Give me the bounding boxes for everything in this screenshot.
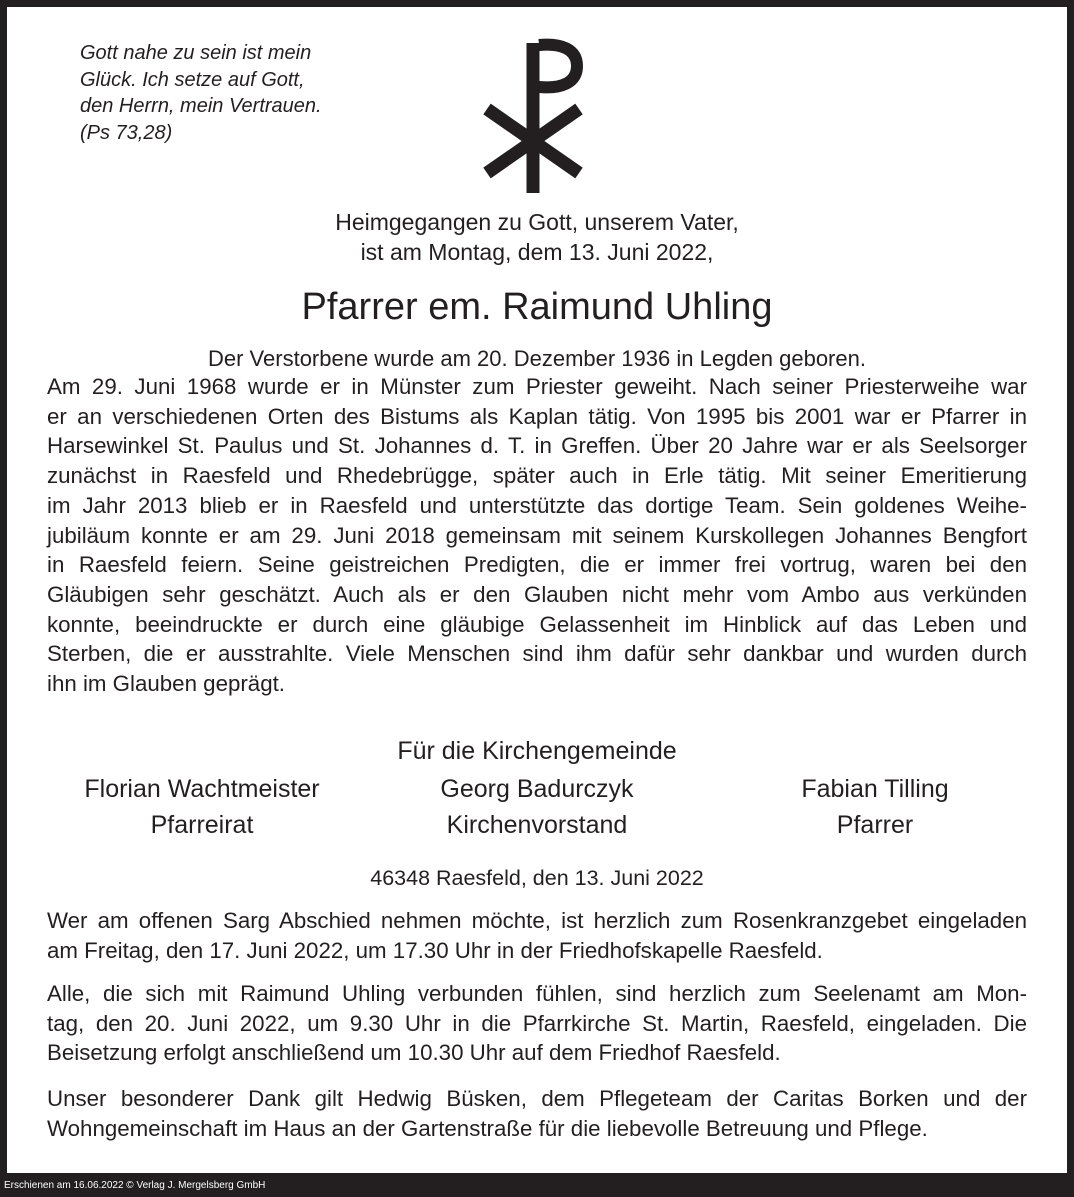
intro-text: [7, 207, 1067, 267]
signatories-heading: Für die Kirchengemeinde: [397, 737, 677, 765]
biography-line: konnte, beeindruckte er durch eine gläubige Gelassenheit im Hinblick auf das Leben und: [47, 611, 1027, 637]
biography-line: Am 29. Juni 1968 wurde er in Münster zum Priester geweiht. Nach seiner Priesterweihe war: [47, 374, 1027, 399]
signatory-role: Kirchenvorstand: [446, 811, 628, 839]
biography-line: er an verschiedenen Orten des Bistums als Kaplan tätig. Von 1995 bis 2001 war er Pfarrer in: [47, 403, 1027, 429]
chi-rho-icon: [477, 37, 589, 197]
notice-line: Unser besonderer Dank gilt Hedwig Büsken, dem Pflegeteam der Caritas Borken und der: [47, 1086, 1027, 1111]
biography: [47, 372, 1027, 699]
obituary-notice: [7, 7, 1067, 1173]
deceased-name: Pfarrer em. Raimund Uhling: [301, 286, 773, 328]
signatory-role: Pfarrer: [836, 811, 914, 839]
rosary-notice: [47, 906, 1027, 965]
intro-line: Heimgegangen zu Gott, unserem Vater,: [335, 209, 739, 235]
biography-line: Sterben, die er ausstrahlte. Viele Menschen sind ihm dafür sehr dankbar und wurden durch: [47, 641, 1027, 667]
thanks-notice: [47, 1084, 1027, 1143]
notice-line: Alle, die sich mit Raimund Uhling verbunden fühlen, sind herzlich zum Seelenamt am Mon-: [47, 981, 1027, 1006]
biography-line: im Jahr 2013 blieb er in Raesfeld und unterstützte das dortige Team. Sein goldenes Weihe-: [47, 492, 1027, 518]
biography-line: Gläubigen sehr geschätzt. Auch als er den Glauben nicht mehr vom Ambo aus verkünden: [47, 581, 1027, 607]
place-date: 46348 Raesfeld, den 13. Juni 2022: [370, 866, 704, 890]
psalm-line: Gott nahe zu sein ist mein: [80, 42, 312, 64]
signatory-role: Pfarreirat: [150, 811, 254, 839]
signatory: [720, 771, 1030, 843]
notice-line: am Freitag, den 17. Juni 2022, um 17.30 Uhr in der Friedhofskapelle Raesfeld.: [47, 937, 823, 963]
signatory: [47, 771, 357, 843]
psalm-reference: (Ps 73,28): [80, 121, 173, 144]
notice-line: tag, den 20. Juni 2022, um 9.30 Uhr in die Pfarrkirche St. Martin, Raesfeld, eingeladen. Die: [47, 1010, 1027, 1036]
psalm-quote: [80, 40, 380, 146]
psalm-line: den Herrn, mein Vertrauen.: [80, 95, 322, 117]
signatory-name: Georg Badurczyk: [440, 775, 634, 803]
biography-line: jubiläum konnte er am 29. Juni 2018 gemeinsam mit seinem Kurskollegen Johannes Bengfort: [47, 522, 1027, 548]
intro-line: ist am Montag, dem 13. Juni 2022,: [360, 239, 714, 265]
notice-line: Wohngemeinschaft im Haus an der Gartenstraße für die liebevolle Betreuung und Pflege.: [47, 1115, 928, 1141]
biography-line: Harsewinkel St. Paulus und St. Johannes d. T. in Greffen. Über 20 Jahre war er als Seelsorger: [47, 433, 1027, 459]
biography-line: zunächst in Raesfeld und Rhedebrügge, später auch in Erle tätig. Mit seiner Emeritierung: [47, 463, 1027, 489]
signatory: [382, 771, 692, 843]
birth-note: Der Verstorbene wurde am 20. Dezember 1936 in Legden geboren.: [208, 346, 866, 371]
publication-footer: Erschienen am 16.06.2022 © Verlag J. Mergelsberg GmbH: [4, 1180, 266, 1191]
psalm-line: Glück. Ich setze auf Gott,: [80, 68, 305, 91]
requiem-notice: [47, 979, 1027, 1068]
signatory-name: Florian Wachtmeister: [84, 775, 320, 803]
signatory-name: Fabian Tilling: [801, 775, 949, 803]
notice-line: Beisetzung erfolgt anschließend um 10.30 Uhr auf dem Friedhof Raesfeld.: [47, 1040, 781, 1066]
biography-line: ihn im Glauben geprägt.: [47, 671, 285, 697]
biography-line: in Raesfeld feiern. Seine geistreichen Predigten, die er immer frei vortrug, waren bei den: [47, 552, 1027, 578]
notice-line: Wer am offenen Sarg Abschied nehmen möchte, ist herzlich zum Rosenkranzgebet eingeladen: [47, 908, 1027, 933]
